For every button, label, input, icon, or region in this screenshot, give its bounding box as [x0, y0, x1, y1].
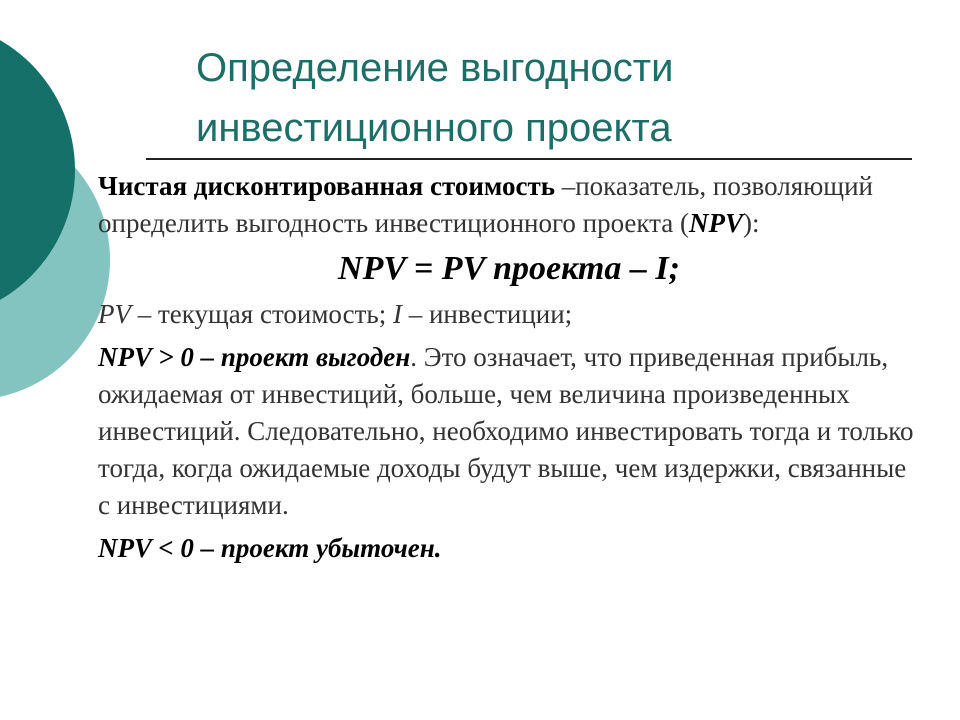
legend-pv-text: – текущая стоимость;: [131, 299, 393, 329]
npv-formula: NPV = PV проекта – I;: [338, 250, 680, 287]
title-line-2: инвестиционного проекта: [196, 106, 672, 150]
title-divider: [146, 158, 912, 160]
legend-pv: PV: [98, 299, 131, 329]
definition-text-b: ):: [743, 208, 760, 238]
definition-term: Чистая дисконтированная стоимость: [98, 171, 555, 201]
negative-npv-label: NPV < 0 – проект убыточен.: [98, 533, 442, 563]
negative-npv-paragraph: [98, 530, 920, 567]
definition-abbr: NPV: [689, 208, 744, 238]
legend-i: I: [392, 299, 402, 329]
legend-i-text: – инвестиции;: [401, 299, 573, 329]
definition-text-a: –показатель, позволяющий определить выгодность инвестиционного проекта (: [98, 171, 873, 238]
positive-npv-paragraph: [98, 339, 920, 524]
positive-npv-label: NPV > 0 – проект выгоден: [98, 342, 411, 372]
definition-paragraph: [98, 168, 920, 242]
legend-paragraph: [98, 296, 920, 333]
slide-title: [196, 38, 916, 158]
title-line-1: Определение выгодности: [196, 46, 674, 90]
slide-body: [98, 168, 920, 567]
positive-npv-text: . Это означает, что приведенная прибыль, ожидаемая от инвестиций, больше, чем величина произведенных инвестиций. Следовательно, необходимо инвестировать тогда и только тогда, когда ожидаемые доходы будут выше, чем издержки, связанные с инвестициями.: [98, 342, 914, 520]
